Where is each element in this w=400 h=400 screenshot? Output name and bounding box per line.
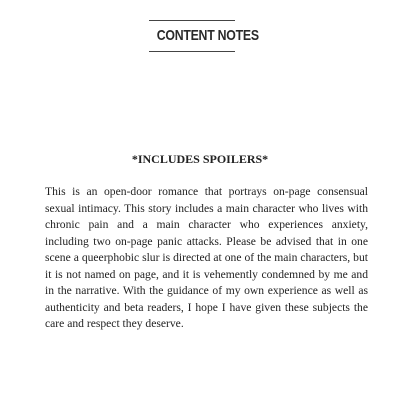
header-bottom-rule bbox=[149, 51, 235, 52]
section-header bbox=[149, 20, 259, 52]
header-top-rule bbox=[149, 20, 235, 21]
content-notes-paragraph: This is an open-door romance that portrays on-page consensual sexual intimacy. This story includes a main character who lives with chronic pain and a main character who experiences anxiety, including two on-page panic attacks. Please be advised that in one scene a queerphobic slur is directed at one of the main characters, but it is not named on page, and it is vehemently condemned by me and in the narrative. With the guidance of my own experience as well as authenticity and beta readers, I hope I have given these subjects the care and respect they deserve. bbox=[45, 185, 368, 330]
page-title: CONTENT NOTES bbox=[156, 27, 259, 44]
spoiler-warning: *INCLUDES SPOILERS* bbox=[131, 152, 269, 166]
